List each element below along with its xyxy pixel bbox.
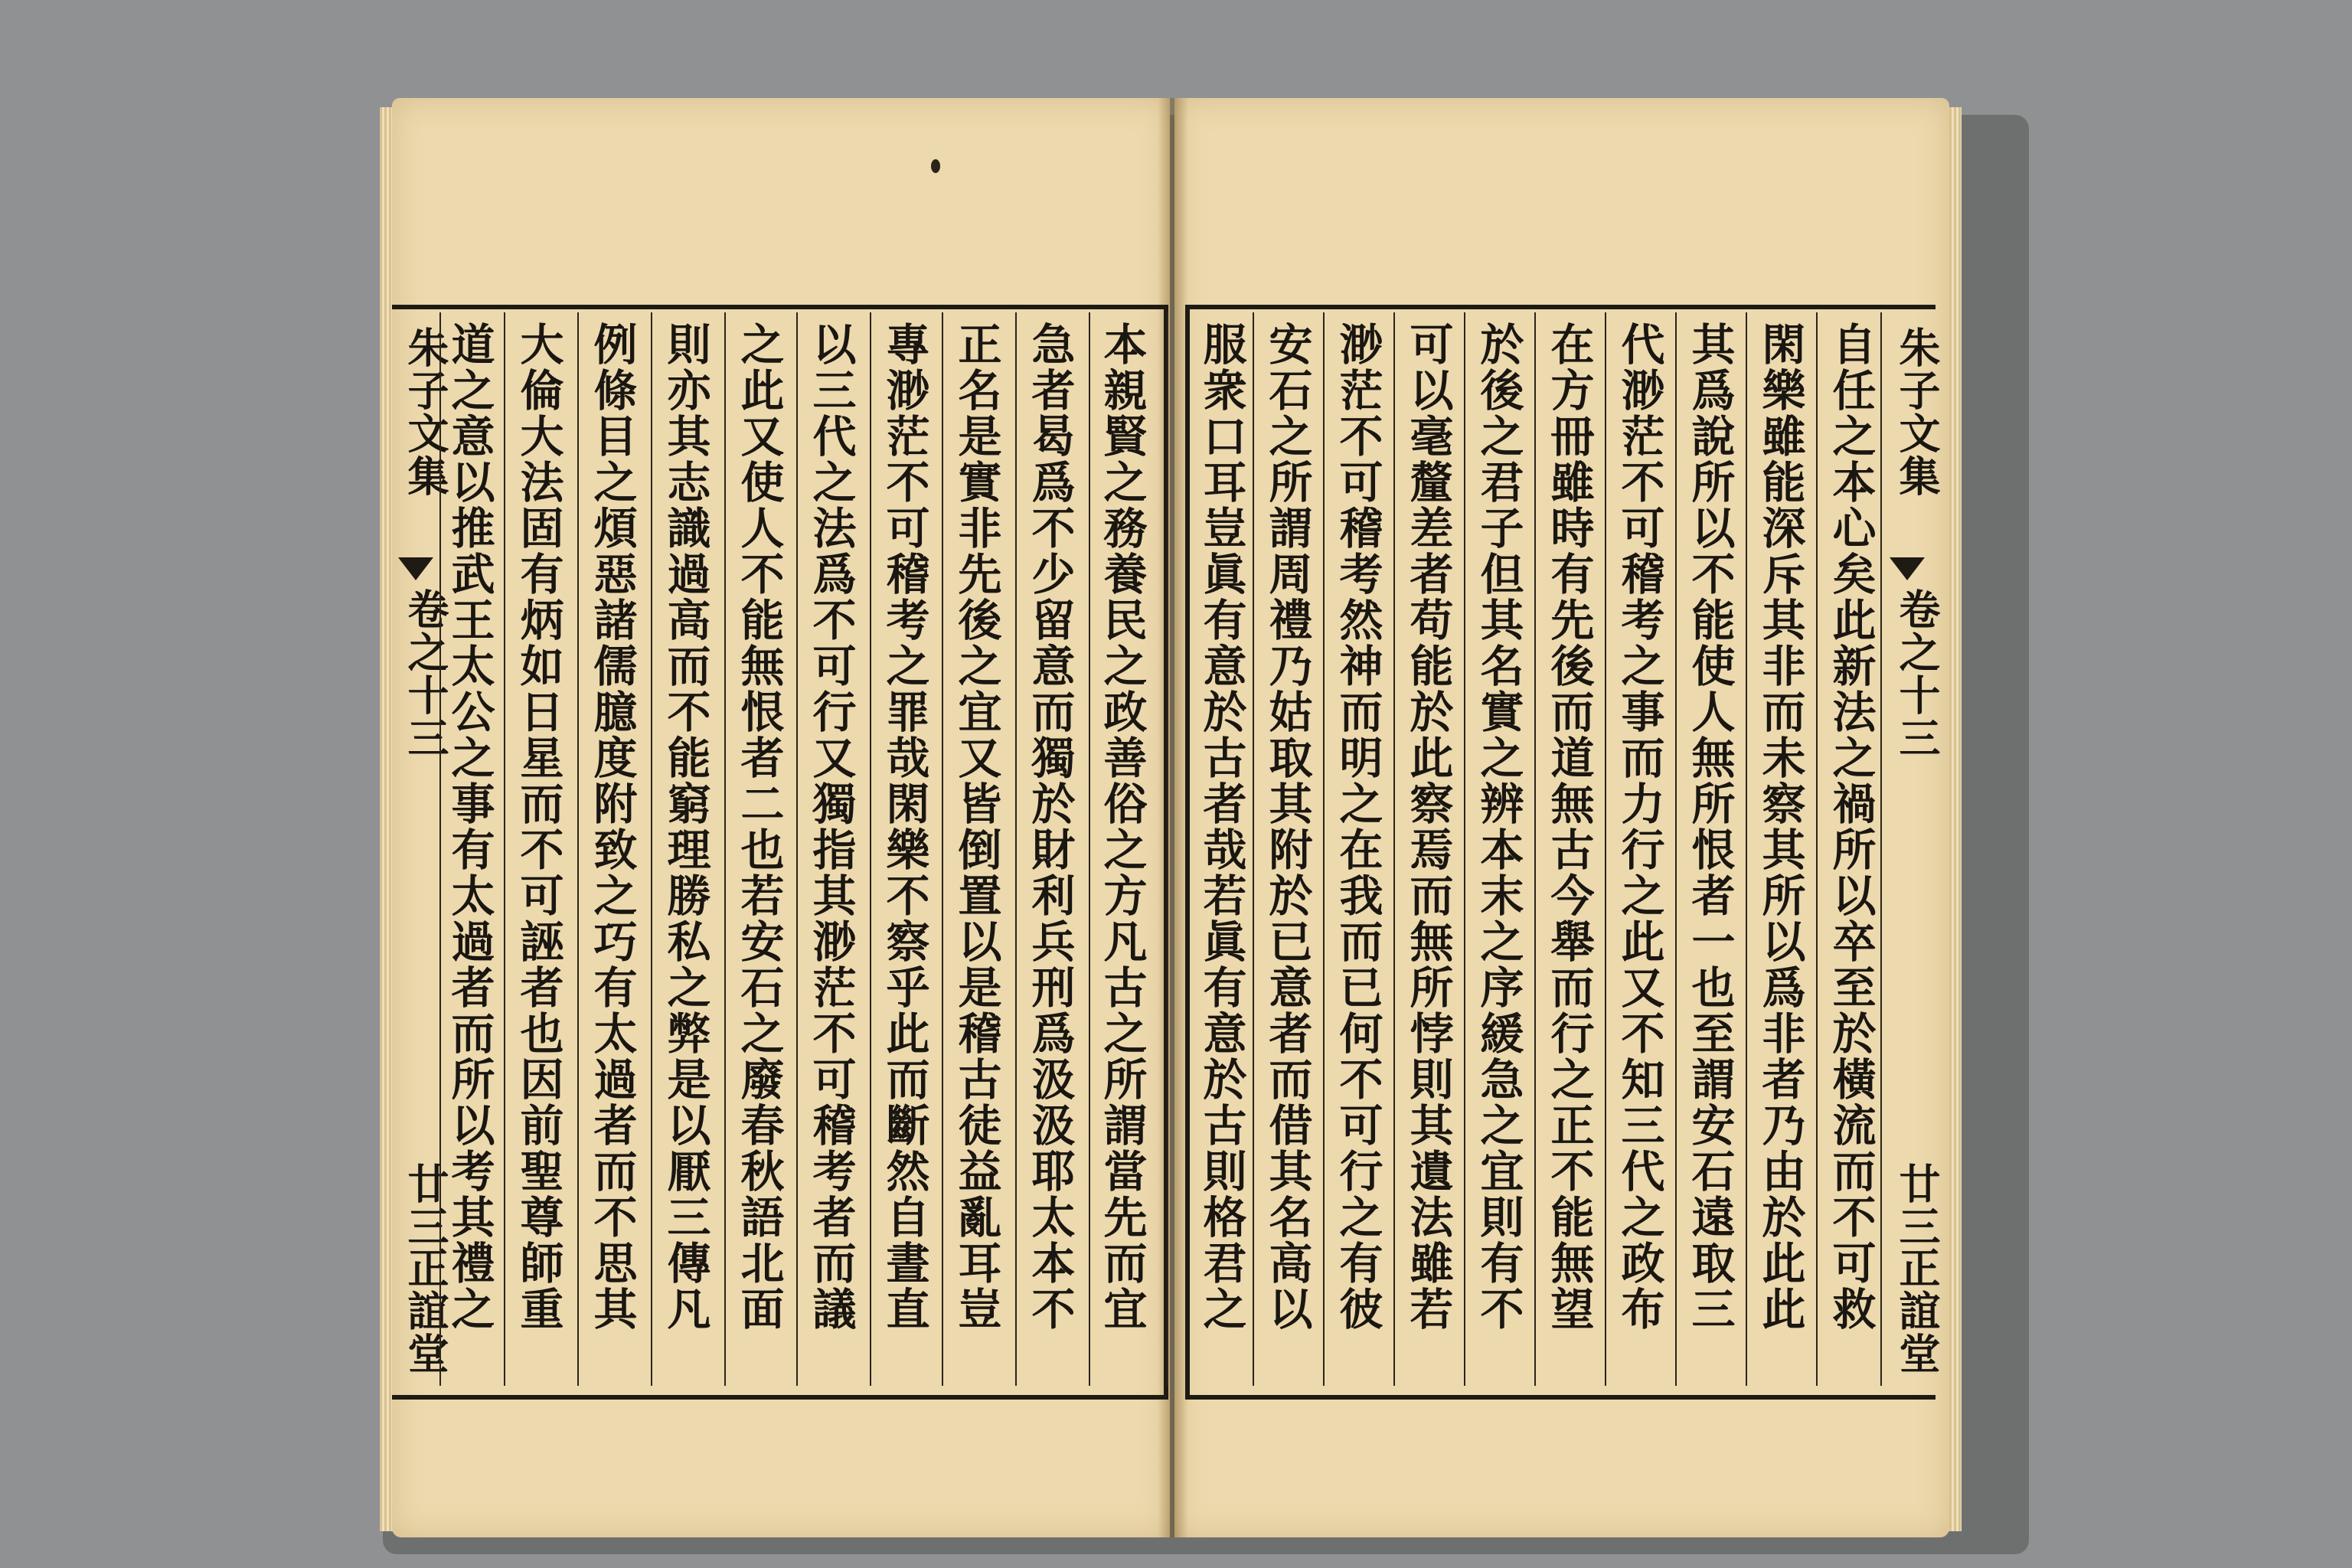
column-rule — [1746, 312, 1747, 1386]
right-col-7: 可以毫釐差者苟能於此察焉而無所悖則其遺法雖若 — [1403, 322, 1454, 1332]
right-col-9: 安石之所謂周禮乃姑取其附於已意者而借其名高以 — [1262, 322, 1313, 1332]
column-rule — [724, 312, 726, 1386]
column-rule — [577, 312, 579, 1386]
column-rule — [1015, 312, 1017, 1386]
fish-tail-mark — [398, 557, 433, 580]
left-col-9: 大倫大法固有炳如日星而不可誣者也因前聖尊師重 — [513, 322, 564, 1332]
right-margin-press: 正誼堂 — [1893, 1246, 1942, 1375]
ink-spot — [931, 159, 940, 173]
right-col-6: 於後之君子但其名實之辨本末之序緩急之宜則有不 — [1473, 322, 1524, 1332]
left-col-3: 正名是實非先後之宜又皆倒置以是稽古徒益亂耳豈 — [951, 322, 1002, 1332]
column-rule — [1253, 312, 1254, 1386]
right-col-1: 自任之本心矣此新法之禍所以卒至於橫流而不可救 — [1825, 322, 1877, 1332]
column-rule — [1393, 312, 1395, 1386]
right-margin-volume: 卷之十三 — [1893, 588, 1942, 760]
left-col-7: 則亦其志識過高而不能窮理勝私之弊是以厭三傳凡 — [660, 322, 711, 1332]
column-rule — [1534, 312, 1536, 1386]
column-rule — [796, 312, 798, 1386]
left-col-1: 本親賢之務養民之政善俗之方凡古之所謂當先而宜 — [1096, 322, 1148, 1332]
left-col-8: 例條目之煩惡諸儒臆度附致之巧有太過者而不思其 — [586, 322, 638, 1332]
column-rule — [1323, 312, 1325, 1386]
left-col-2: 急者曷爲不少留意而獨於財利兵刑爲汲汲耶太本不 — [1024, 322, 1076, 1332]
right-col-3: 其爲說所以不能使人無所恨者一也至謂安石遠取三 — [1684, 322, 1736, 1332]
right-margin-title: 朱子文集 — [1893, 326, 1942, 498]
column-rule — [439, 312, 441, 1386]
left-col-6: 之此又使人不能無恨者二也若安石之廢春秋語北面 — [733, 322, 785, 1332]
right-margin-page: 廿三 — [1893, 1162, 1942, 1248]
column-rule — [1605, 312, 1606, 1386]
column-rule — [1880, 312, 1882, 1386]
fish-tail-mark — [1890, 557, 1925, 580]
left-margin-press: 正誼堂 — [401, 1246, 450, 1375]
left-col-4: 專渺茫不可稽考之罪哉閑樂不察乎此而斷然自晝直 — [879, 322, 930, 1332]
column-rule — [504, 312, 505, 1386]
right-col-10: 服衆口耳豈眞有意於古者哉若眞有意於古則格君之 — [1196, 322, 1247, 1332]
left-margin-title: 朱子文集 — [401, 326, 450, 498]
right-col-4: 代渺茫不可稽考之事而力行之此又不知三代之政布 — [1614, 322, 1665, 1332]
right-col-8: 渺茫不可稽考然神而明之在我而已何不可行之有彼 — [1332, 322, 1383, 1332]
right-col-5: 在方冊雖時有先後而道無古今舉而行之正不能無望 — [1544, 322, 1595, 1332]
column-rule — [1089, 312, 1090, 1386]
column-rule — [870, 312, 871, 1386]
right-center-margin — [1883, 305, 1942, 1390]
left-margin-volume: 卷之十三 — [401, 588, 450, 760]
column-rule — [1675, 312, 1677, 1386]
right-col-2: 閑樂雖能深斥其非而未察其所以爲非者乃由於此此 — [1755, 322, 1806, 1332]
column-rule — [1167, 312, 1168, 1386]
column-rule — [1464, 312, 1465, 1386]
left-center-margin — [392, 305, 450, 1390]
left-margin-page: 廿三 — [401, 1162, 450, 1248]
column-rule — [942, 312, 943, 1386]
column-rule — [1816, 312, 1818, 1386]
column-rule — [651, 312, 652, 1386]
left-col-10: 道之意以推武王太公之事有太過者而所以考其禮之 — [444, 322, 495, 1332]
left-col-5: 以三代之法爲不可行又獨指其渺茫不可稽考者而議 — [805, 322, 857, 1332]
